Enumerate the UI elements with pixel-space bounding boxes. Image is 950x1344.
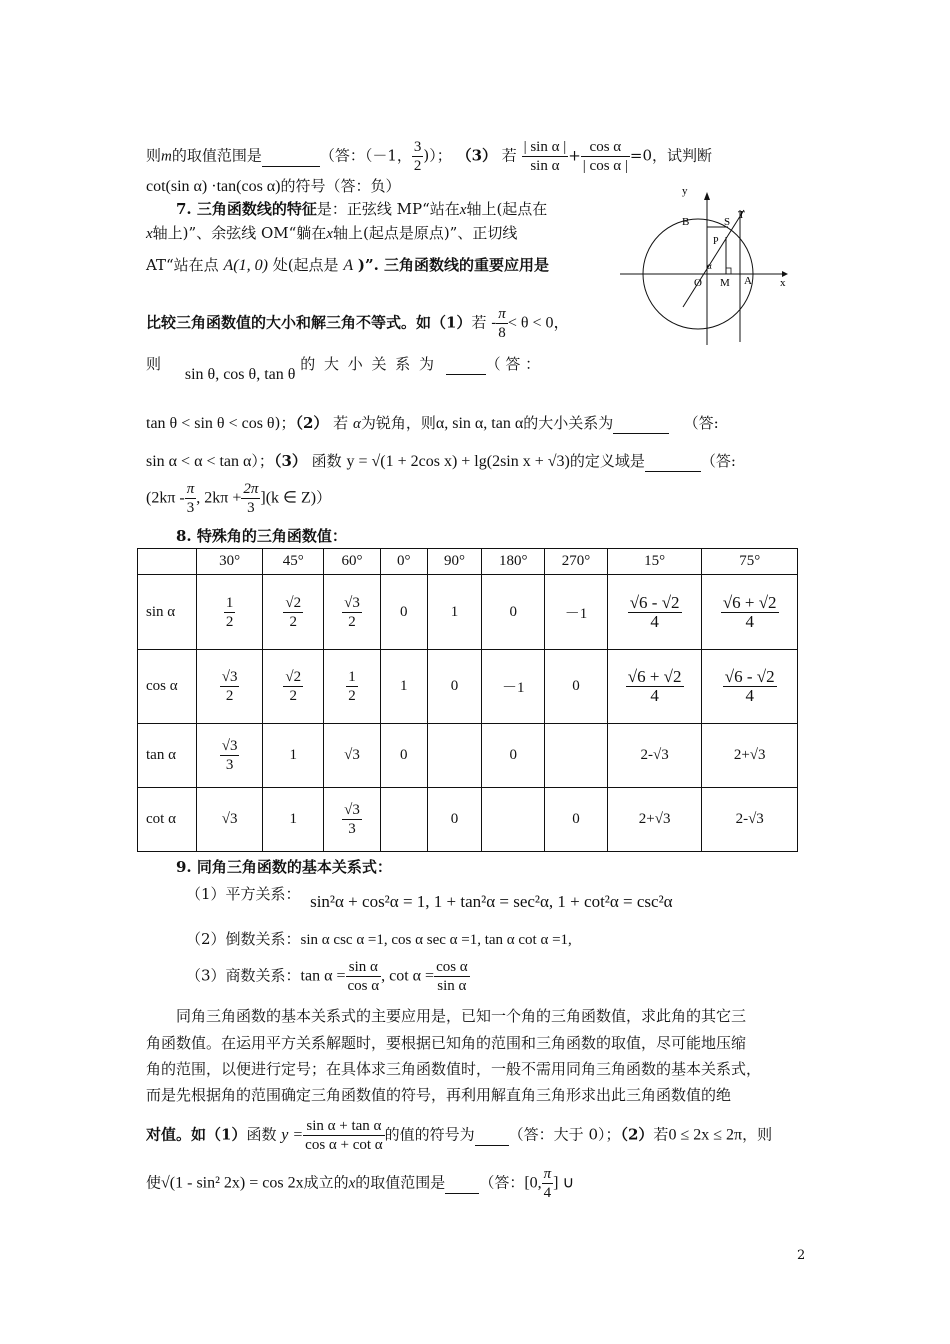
value-cell xyxy=(545,724,608,788)
value-cell: 2+√3 xyxy=(607,788,702,852)
value-cell: $\frac{1}{2}$ xyxy=(196,575,263,650)
header-cell: 30° xyxy=(196,549,263,575)
math: A(1, 0) xyxy=(223,257,268,274)
text: 的 大 小 关 系 为 xyxy=(300,355,437,373)
label-o: O xyxy=(694,277,702,289)
fraction: $\frac{\text{sin α}}{\text{cos α}}$ xyxy=(347,959,380,994)
line-8 xyxy=(146,413,719,434)
terminal-side xyxy=(683,210,744,307)
text: （答: xyxy=(683,414,719,432)
text: 函数 xyxy=(246,1125,277,1144)
line-10 xyxy=(146,480,331,517)
line-14 xyxy=(186,929,572,950)
value-cell: 2+√3 xyxy=(702,724,798,788)
text: 比较三角函数值的大小和解三角不等式。如（1） xyxy=(146,313,472,332)
line-20 xyxy=(146,1117,772,1154)
answer-blank xyxy=(262,146,320,167)
value-cell: $\frac{√3}{2}$ xyxy=(324,575,381,650)
header-cell: 180° xyxy=(482,549,545,575)
var-x: x xyxy=(146,226,153,242)
value-cell: 0 xyxy=(380,575,427,650)
text: （答：（－1， xyxy=(319,146,412,165)
math: α xyxy=(352,416,361,432)
table-row xyxy=(138,724,798,788)
math: 0 ≤ 2x ≤ 2π xyxy=(668,1126,743,1144)
math: sin α csc α =1, cos α sec α =1, tan α cot α =1, xyxy=(300,932,572,948)
math: (2kπ - xyxy=(146,489,185,507)
text: 对值。 xyxy=(146,1125,192,1144)
fraction: $\frac{2\pi}{3}$ xyxy=(243,481,259,516)
value-cell: 1 xyxy=(263,724,324,788)
value-cell: 0 xyxy=(545,788,608,852)
value-cell: $\frac{√2}{2}$ xyxy=(263,650,324,724)
text: ）； xyxy=(251,452,274,470)
math: √(1 - sin² 2x) = cos 2x xyxy=(161,1174,304,1192)
para-line-1: 同角三角函数的基本关系式的主要应用是，已知一个角的三角函数值，求此角的其它三 xyxy=(176,1007,747,1025)
var-x: x xyxy=(348,1175,356,1192)
value-cell: 0 xyxy=(427,650,482,724)
table-header-row xyxy=(138,549,798,575)
text: 若 - xyxy=(471,313,497,332)
table-corner xyxy=(138,549,197,575)
value-cell: 2-√3 xyxy=(702,788,798,852)
line-9 xyxy=(146,451,736,472)
var-m: m xyxy=(161,148,172,165)
value-cell: 0 xyxy=(427,788,482,852)
label-p: P xyxy=(713,236,719,247)
text: 为锐角，则 xyxy=(360,414,436,432)
fraction: $\frac{\text{cos α}}{\text{| cos α |}}$ xyxy=(582,139,628,174)
part-label: 如（1） xyxy=(191,1125,247,1144)
part-label: （2） xyxy=(620,1125,654,1144)
label-m: M xyxy=(720,277,730,289)
value-cell xyxy=(482,788,545,852)
table-row xyxy=(138,575,798,650)
math: < θ < 0， xyxy=(507,314,570,332)
text: ，则 xyxy=(742,1125,773,1144)
math: tan α = xyxy=(300,967,346,985)
text: 成立的 xyxy=(303,1173,349,1192)
text: )）； xyxy=(423,146,452,165)
text: （2）倒数关系： xyxy=(186,930,301,948)
text: （答：大于 0）； xyxy=(508,1125,621,1144)
answer-blank xyxy=(475,1125,509,1146)
text: 则 xyxy=(146,146,162,165)
page-number: 2 xyxy=(797,1248,806,1263)
table-row xyxy=(138,650,798,724)
fraction: $\frac{\text{sin α + tan α}}{\text{cos α + cot α}}$ xyxy=(305,1118,383,1153)
text: AT“站在点 xyxy=(146,256,219,274)
plus: + xyxy=(568,146,581,165)
text: 处(起点是 xyxy=(272,256,339,274)
value-cell: $\frac{√2}{2}$ xyxy=(263,575,324,650)
row-label: tan α xyxy=(138,724,197,788)
line-6 xyxy=(146,305,570,342)
fraction: $\frac{\text{cos α}}{\text{sin α}}$ xyxy=(436,959,468,994)
para-line-3: 角的范围，以便进行定号；在具体求三角函数值时，一般不需用同角三角函数的基本关系式， xyxy=(146,1060,762,1078)
value-cell xyxy=(380,788,427,852)
answer-blank xyxy=(446,354,486,375)
value-cell: √3 xyxy=(196,788,263,852)
text: 的大小关系为 xyxy=(523,414,614,432)
line-5 xyxy=(146,255,549,276)
value-cell xyxy=(427,724,482,788)
line-4 xyxy=(146,223,517,244)
text: 是：正弦线 MP“站在 xyxy=(316,200,460,218)
fraction: $\frac{\pi}{3}$ xyxy=(186,481,195,516)
value-cell: $\frac{√3}{3}$ xyxy=(324,788,381,852)
answer-blank xyxy=(445,1173,479,1194)
value-cell: $\frac{√3}{3}$ xyxy=(196,724,263,788)
math: α, sin α, tan α xyxy=(435,415,524,432)
fraction: $\frac{3}{2}$ xyxy=(413,139,422,174)
value-cell: $\frac{√6 + √2}{4}$ xyxy=(607,650,702,724)
math: sin α < α < tan α xyxy=(146,453,252,470)
part-label: （2） xyxy=(295,414,329,432)
text: 的定义域是 xyxy=(569,452,645,470)
label-b: B xyxy=(682,216,690,228)
header-cell: 60° xyxy=(324,549,381,575)
text: 使 xyxy=(146,1173,162,1192)
value-cell: －1 xyxy=(545,575,608,650)
line-3 xyxy=(176,199,547,220)
label-alpha: α xyxy=(707,261,712,271)
value-cell: $\frac{√6 - √2}{4}$ xyxy=(607,575,702,650)
trig-line-figure xyxy=(620,182,800,347)
text: 若 xyxy=(501,146,517,165)
math: y = √(1 + 2cos x) + lg(2sin x + √3) xyxy=(346,453,570,470)
math: A xyxy=(343,257,354,274)
math: tan θ < sin θ < cos θ xyxy=(146,415,275,432)
text: 函数 xyxy=(311,452,342,470)
line-1 xyxy=(146,138,712,175)
text: （3）商数关系： xyxy=(186,966,301,985)
value-cell: 0 xyxy=(380,724,427,788)
label-t: T xyxy=(738,209,745,221)
label-a: A xyxy=(744,275,752,287)
label-y: y xyxy=(682,185,688,197)
row-label: sin α xyxy=(138,575,197,650)
value-cell: $\frac{1}{2}$ xyxy=(324,650,381,724)
value-cell: 1 xyxy=(263,788,324,852)
text: ） xyxy=(316,488,332,507)
header-cell: 75° xyxy=(702,549,798,575)
value-cell: 0 xyxy=(482,724,545,788)
section-9-heading: 9. 同角三角函数的基本关系式： xyxy=(176,858,392,876)
row-label: cot α xyxy=(138,788,197,852)
value-cell: √3 xyxy=(324,724,381,788)
fraction: $\frac{\pi}{8}$ xyxy=(498,306,506,341)
math: sin θ, cos θ, tan θ xyxy=(184,366,296,383)
text: 若 xyxy=(333,414,349,432)
text: 则 xyxy=(146,355,162,373)
row-label: cos α xyxy=(138,650,197,724)
text: （1）平方关系： xyxy=(186,885,301,903)
text: =0，试判断 xyxy=(629,146,713,165)
value-cell: 1 xyxy=(380,650,427,724)
text: （答： xyxy=(479,1173,525,1192)
header-cell: 15° xyxy=(607,549,702,575)
value-cell: 0 xyxy=(545,650,608,724)
para-line-2: 角函数值。在运用平方关系解题时，要根据已知角的范围和三角函数的取值，尽可能地压缩 xyxy=(146,1034,747,1052)
line-13 xyxy=(186,884,673,911)
text: )； xyxy=(274,414,296,432)
value-cell: 0 xyxy=(482,575,545,650)
value-cell: $\frac{√6 - √2}{4}$ xyxy=(702,650,798,724)
header-cell: 45° xyxy=(263,549,324,575)
answer-blank xyxy=(613,413,669,434)
para-line-4: 而是先根据角的范围确定三角函数值的符号，再利用解直角三角形求出此三角函数值的绝 xyxy=(146,1086,732,1104)
section-8-heading: 8. 特殊角的三角函数值： xyxy=(176,527,347,545)
math: ] ∪ xyxy=(553,1174,575,1192)
text: 的取值范围是 xyxy=(355,1173,446,1192)
answer-blank xyxy=(645,451,701,472)
math: y = xyxy=(281,1126,304,1144)
math: sin²α + cos²α = 1, 1 + tan²α = sec²α, 1 + cot²α = csc²α xyxy=(310,892,673,911)
text: 的值的符号为 xyxy=(384,1125,475,1144)
var-x: x xyxy=(326,226,333,242)
text: 的取值范围是 xyxy=(171,146,262,165)
special-angle-table xyxy=(137,548,798,852)
text: 轴上(起点是原点)”、正切线 xyxy=(332,224,518,242)
value-cell: $\frac{√3}{2}$ xyxy=(196,650,263,724)
text: )”. 三角函数线的重要应用是 xyxy=(357,256,550,274)
value-cell: 1 xyxy=(427,575,482,650)
value-cell: －1 xyxy=(482,650,545,724)
line-15 xyxy=(186,958,470,995)
math: cot(sin α) ·tan(cos α) xyxy=(146,178,281,195)
text: 的符号（答：负） xyxy=(280,177,401,195)
heading: 7. 三角函数线的特征 xyxy=(176,200,317,218)
line-2 xyxy=(146,176,401,197)
var-x: x xyxy=(459,202,467,218)
fraction: $\frac{\pi}{4}$ xyxy=(543,1166,552,1201)
header-cell: 90° xyxy=(427,549,482,575)
math: ](k ∈ Z) xyxy=(260,489,317,507)
header-cell: 270° xyxy=(545,549,608,575)
math: , cot α = xyxy=(381,967,435,985)
label-s: S xyxy=(724,216,731,228)
text: （ 答 ： xyxy=(485,355,541,373)
value-cell: 2-√3 xyxy=(607,724,702,788)
value-cell: $\frac{√6 + √2}{4}$ xyxy=(702,575,798,650)
table-row xyxy=(138,788,798,852)
fraction: $\frac{\text{| sin α |}}{\text{sin α}}$ xyxy=(523,139,567,174)
text: 若 xyxy=(653,1125,669,1144)
part-label: （3） xyxy=(456,146,497,165)
line-7 xyxy=(146,354,541,383)
header-cell: 0° xyxy=(380,549,427,575)
text: 轴上(起点在 xyxy=(466,200,548,218)
part-label: （3） xyxy=(273,452,307,470)
math: [0, xyxy=(524,1174,542,1192)
text: （答: xyxy=(700,452,736,470)
math: , 2kπ + xyxy=(196,489,242,507)
text: 轴上)”、余弦线 OM“躺在 xyxy=(152,224,327,242)
line-21 xyxy=(146,1165,574,1202)
label-x: x xyxy=(780,277,786,289)
